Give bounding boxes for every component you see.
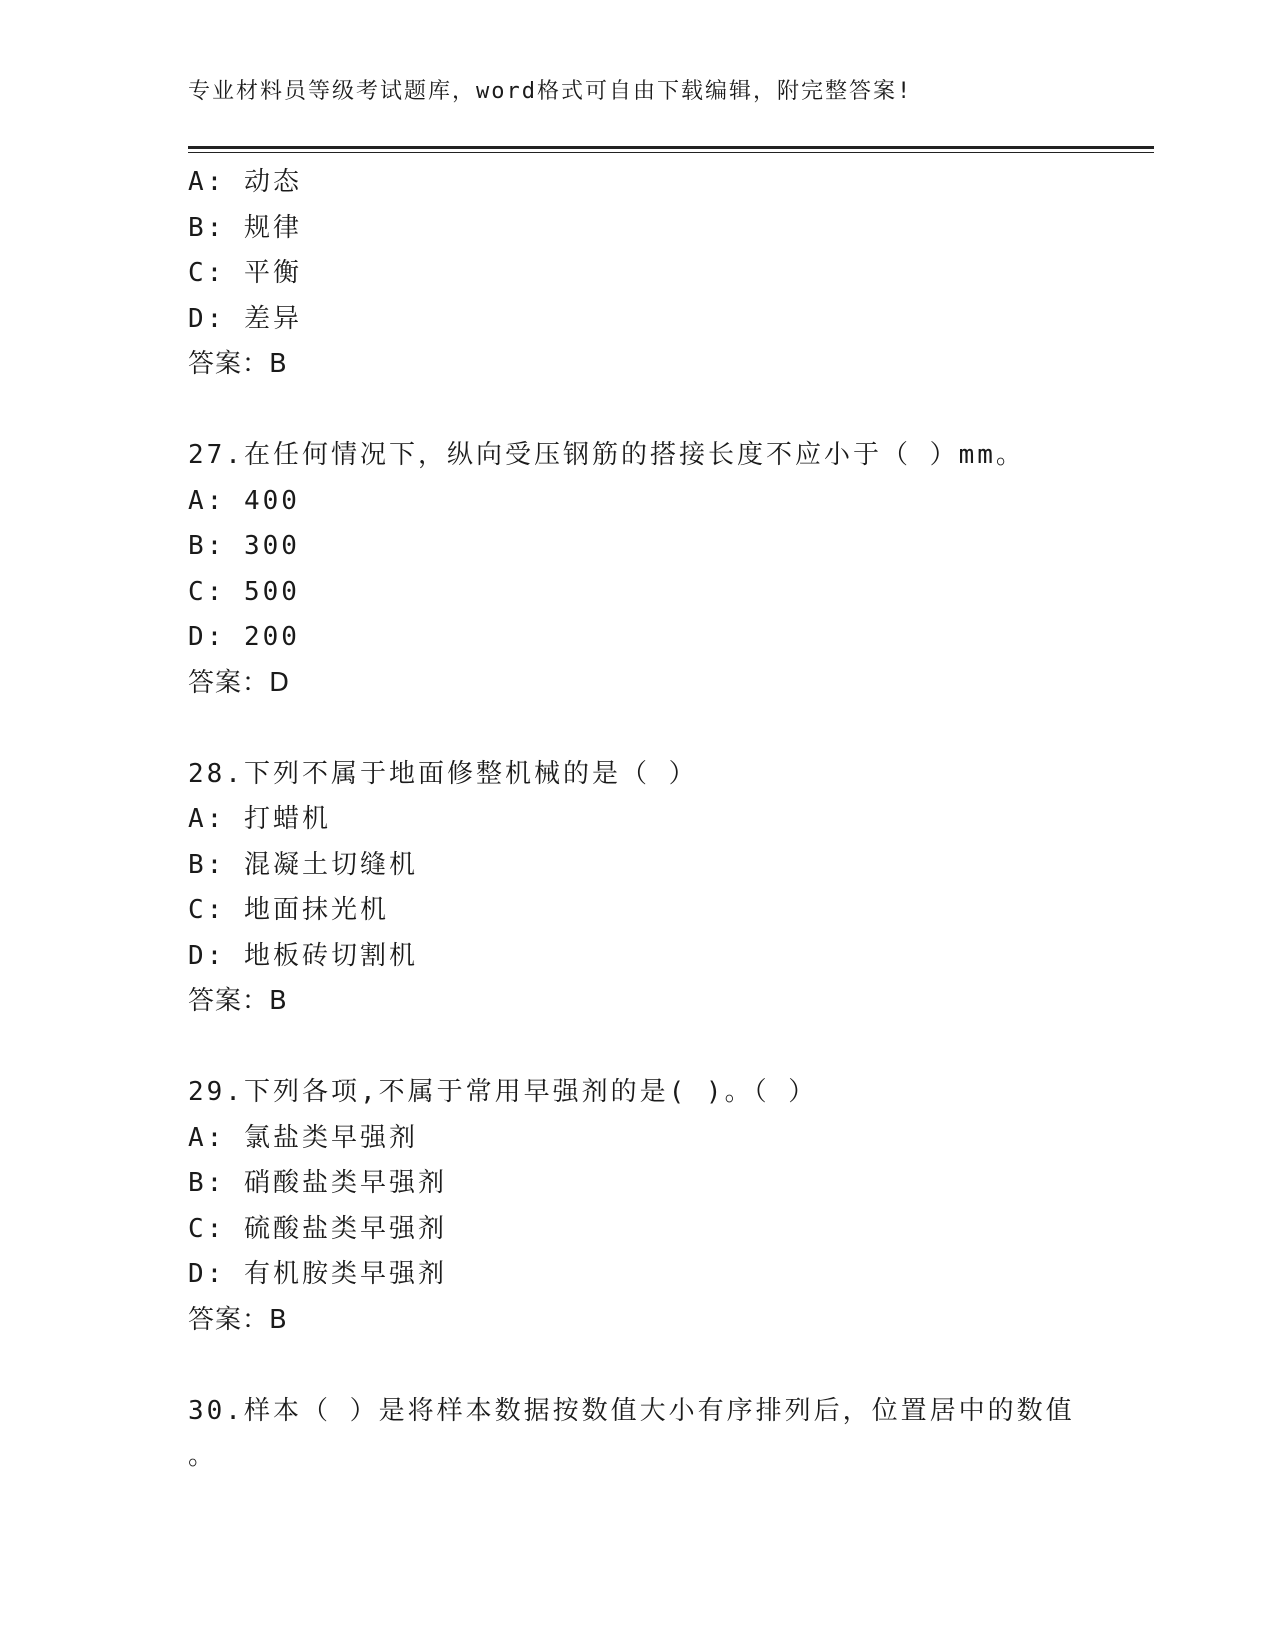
- option-text: 混凝土切缝机: [243, 849, 418, 880]
- answer: 答案：B: [188, 986, 288, 1016]
- option-a: [188, 160, 1148, 206]
- option-label: A:: [188, 1122, 226, 1153]
- option-d: [188, 615, 1148, 661]
- question-28: [188, 752, 1148, 1025]
- option-label: C:: [188, 1213, 226, 1244]
- spacer: [188, 1343, 1148, 1389]
- option-a: [188, 1116, 1148, 1162]
- option-label: B:: [188, 1168, 226, 1198]
- question-29: [188, 1070, 1148, 1343]
- option-label: A:: [188, 167, 226, 197]
- option-a: [188, 797, 1148, 843]
- option-c: [188, 251, 1148, 297]
- option-text: 规律: [243, 212, 302, 243]
- option-label: D:: [188, 940, 226, 971]
- option-b: [188, 206, 1148, 252]
- question-text: 27.在任何情况下，纵向受压钢筋的搭接长度不应小于（ ）mm。: [188, 440, 1025, 470]
- option-label: D:: [188, 622, 226, 652]
- option-text: 有机胺类早强剂: [243, 1259, 447, 1289]
- page-header: 专业材料员等级考试题库，word格式可自由下载编辑，附完整答案!: [188, 79, 913, 104]
- option-label: B:: [188, 212, 226, 243]
- option-text: 差异: [243, 303, 302, 334]
- question-text: 29.下列各项,不属于常用早强剂的是( )。（ ）: [188, 1077, 818, 1107]
- option-text: 硫酸盐类早强剂: [243, 1213, 447, 1244]
- option-label: C:: [188, 895, 226, 925]
- option-label: A:: [188, 804, 226, 834]
- document-body: [188, 160, 1148, 1480]
- option-label: B:: [188, 849, 226, 880]
- option-b: [188, 524, 1148, 570]
- option-label: C:: [188, 258, 226, 288]
- answer: 答案：B: [188, 1304, 288, 1335]
- option-label: D:: [188, 303, 226, 334]
- option-text: 400: [243, 485, 300, 516]
- option-text: 200: [243, 622, 300, 652]
- option-label: B:: [188, 531, 226, 561]
- option-text: 500: [243, 576, 300, 607]
- option-text: 硝酸盐类早强剂: [243, 1168, 447, 1198]
- header-rule-thick: [188, 146, 1154, 149]
- option-b: [188, 1161, 1148, 1207]
- option-c: [188, 570, 1148, 616]
- option-label: A:: [188, 485, 226, 516]
- option-b: [188, 843, 1148, 889]
- question-text: 28.下列不属于地面修整机械的是（ ）: [188, 758, 698, 789]
- option-text: 地板砖切割机: [243, 940, 418, 971]
- option-d: [188, 297, 1148, 343]
- option-label: D:: [188, 1259, 226, 1289]
- option-text: 打蜡机: [243, 804, 331, 834]
- header-rule-thin: [188, 152, 1154, 153]
- option-a: [188, 479, 1148, 525]
- question-27: [188, 433, 1148, 706]
- question-text-continued: 。: [188, 1441, 218, 1471]
- option-d: [188, 1252, 1148, 1298]
- answer: 答案：B: [188, 349, 288, 379]
- question-30: [188, 1389, 1148, 1480]
- question-text: 30.样本（ ）是将样本数据按数值大小有序排列后，位置居中的数值: [188, 1395, 1075, 1426]
- option-text: 动态: [243, 167, 302, 197]
- option-text: 平衡: [243, 258, 302, 288]
- option-text: 氯盐类早强剂: [243, 1122, 418, 1153]
- option-text: 300: [243, 531, 300, 561]
- spacer: [188, 1025, 1148, 1071]
- spacer: [188, 706, 1148, 752]
- option-label: C:: [188, 576, 226, 607]
- option-c: [188, 1207, 1148, 1253]
- option-c: [188, 888, 1148, 934]
- option-text: 地面抹光机: [243, 895, 389, 925]
- option-d: [188, 934, 1148, 980]
- answer: 答案：D: [188, 667, 291, 698]
- question-26: [188, 160, 1148, 388]
- spacer: [188, 388, 1148, 434]
